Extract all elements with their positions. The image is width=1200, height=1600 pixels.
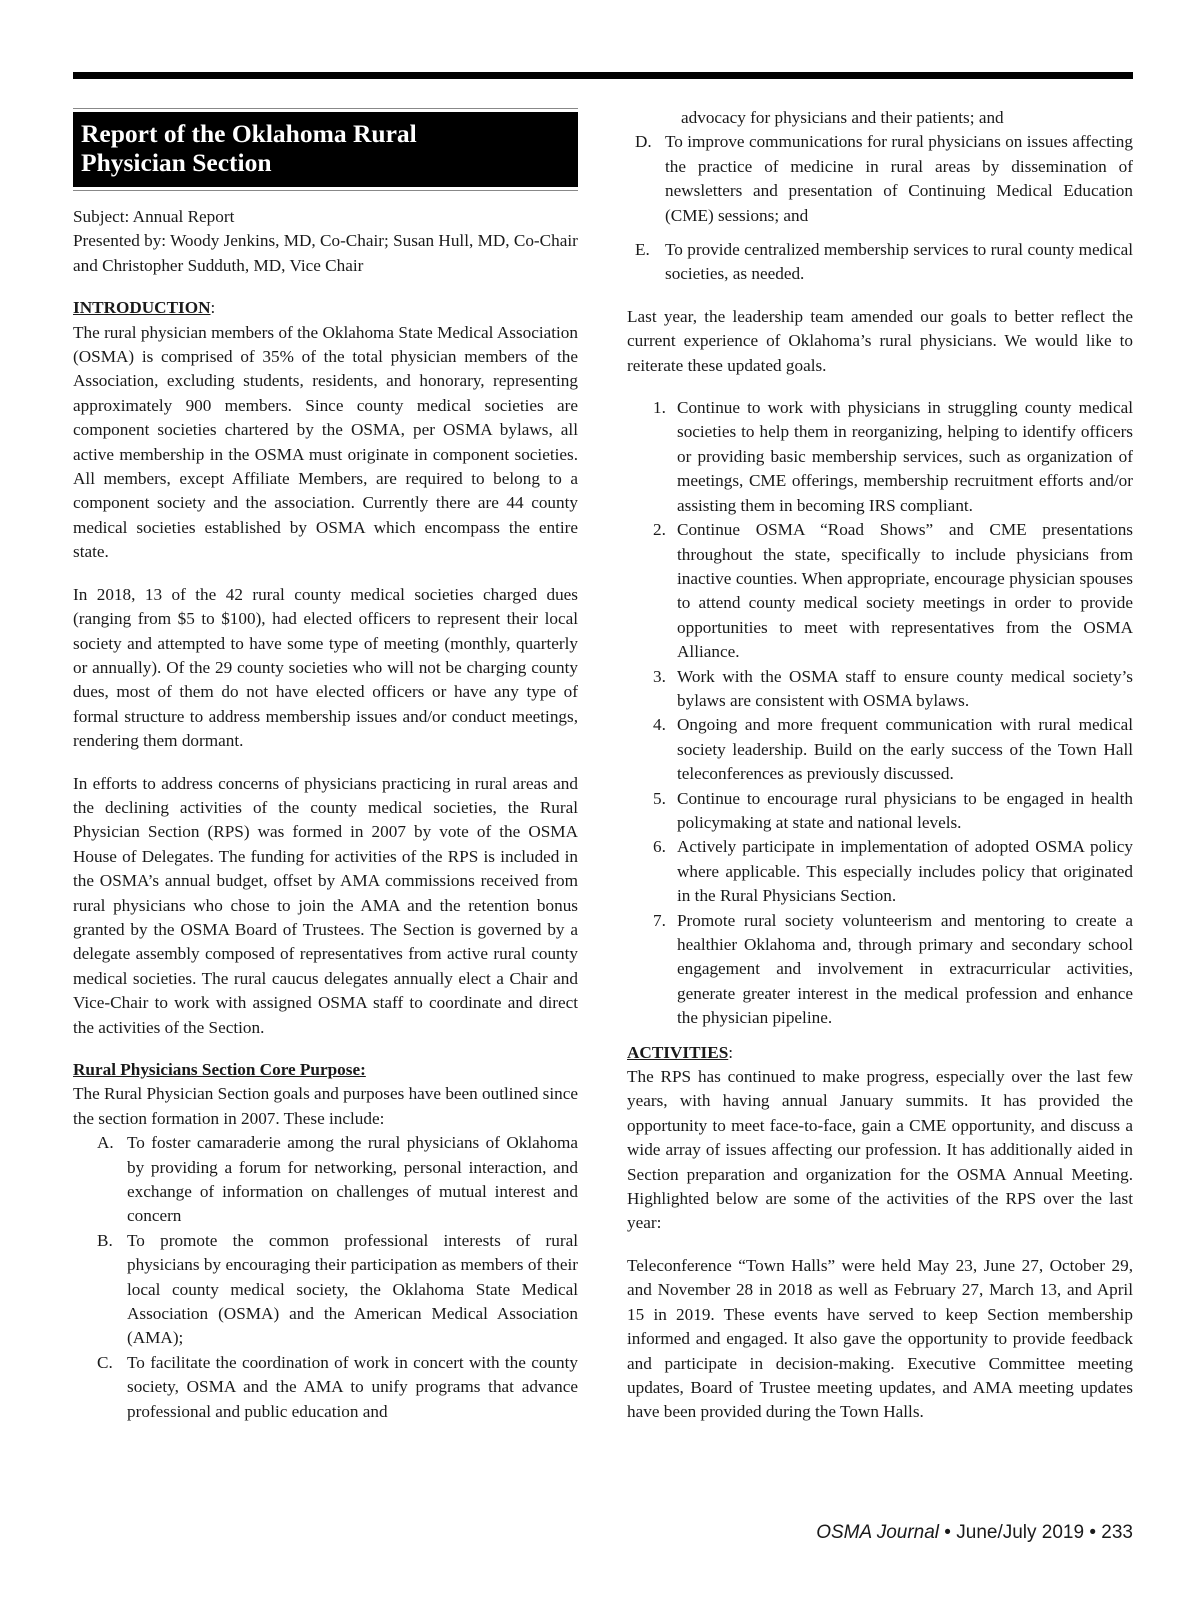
title-box [73, 108, 578, 191]
top-rule [73, 72, 1133, 79]
list-marker: 3. [653, 666, 666, 686]
list-item-text: Continue to encourage rural physicians to be engaged in health policymaking at state and national levels. [677, 788, 1133, 832]
list-item [627, 787, 1133, 836]
intro-paragraph-2: In 2018, 13 of the 42 rural county medical societies charged dues (ranging from $5 to $100), had elected officers to represent their local society and attempted to have some type of meeting (monthly, quarterly or annually). Of the 29 county societies who will not be charging county dues, most of them do not have elected officers or have any type of formal structure to address membership issues and/or conduct meetings, rendering them dormant. [73, 584, 578, 751]
core-purpose-list-continued [611, 130, 1133, 286]
list-item-text: To promote the common professional interests of rural physicians by encouraging their participation as members of their local county medical society, the Oklahoma State Medical Association (OSMA) and the American Medical Association (AMA); [127, 1230, 578, 1348]
list-item [73, 1131, 578, 1229]
intro-paragraph-1: The rural physician members of the Oklahoma State Medical Association (OSMA) is comprised of 35% of the total physician members of the Association, excluding students, residents, and honorary, representing approximately 900 members. Since county medical societies are component societies chartered by the OSMA, per OSMA bylaws, all active membership in the OSMA must originate in component societies. All members, except Affiliate Members, are required to belong to a component society and the association. Currently there are 44 county medical societies established by OSMA which encompass the entire state. [73, 322, 578, 562]
list-marker: D. [635, 132, 652, 152]
list-marker: 2. [653, 520, 666, 540]
list-item-text: To improve communications for rural physicians on issues affecting the practice of medicine in rural areas by dissemination of newsletters and presentation of Continuing Medical Education (CME) sessions; and [665, 132, 1133, 225]
title-line-2: Physician Section [81, 148, 272, 177]
page-number: 233 [1101, 1522, 1133, 1543]
list-item-text: To provide centralized membership services to rural county medical societies, as needed. [665, 240, 1133, 284]
journal-name: OSMA Journal [816, 1522, 940, 1543]
title-line-1: Report of the Oklahoma Rural [81, 119, 417, 148]
list-marker: A. [97, 1133, 114, 1153]
list-marker: 6. [653, 837, 666, 857]
list-marker: 7. [653, 910, 666, 930]
introduction-heading-line: INTRODUCTION: [73, 298, 216, 318]
goals-list [627, 396, 1133, 1031]
list-item [627, 665, 1133, 714]
list-marker: 1. [653, 398, 666, 418]
list-item [73, 1351, 578, 1424]
list-item-text: Promote rural society volunteerism and mentoring to create a healthier Oklahoma and, through primary and secondary school engagement and involvement in extracurricular activities, generate greater interest in the medical profession and enhance the physician pipeline. [677, 910, 1133, 1028]
item-c-continued: advocacy for physicians and their patients; and [681, 108, 1004, 127]
list-item [73, 1229, 578, 1351]
activities-heading: ACTIVITIES [627, 1042, 729, 1062]
list-item [627, 713, 1133, 786]
issue-date: June/July 2019 [956, 1522, 1085, 1543]
introduction-heading: INTRODUCTION [73, 298, 211, 318]
subject-line: Subject: Annual Report [73, 207, 235, 226]
intro-paragraph-3: In efforts to address concerns of physicians practicing in rural areas and the declining activities of the county medical societies, the Rural Physician Section (RPS) was formed in 2007 by vote of the OSMA House of Delegates. The funding for activities of the RPS is included in the OSMA’s annual budget, offset by AMA commissions received from rural physicians who chose to join the AMA and the retention bonus granted by the OSMA Board of Trustees. The Section is governed by a delegate assembly composed of representatives from active rural county medical societies. The rural caucus delegates annually elect a Chair and Vice-Chair to work with assigned OSMA staff to coordinate and direct the activities of the Section. [73, 773, 578, 1037]
list-item-text: Actively participate in implementation of adopted OSMA policy where applicable. This especially includes policy that originated in the Rural Physicians Section. [677, 837, 1133, 906]
right-column [627, 106, 1133, 1425]
activities-paragraph-2: Teleconference “Town Halls” were held May 23, June 27, October 29, and November 28 in 2018 as well as February 27, March 13, and April 15 in 2019. These events have served to keep Section membership informed and engaged. It also gave the opportunity to provide feedback and participate in decision-making. Executive Committee meeting updates, Board of Trustee meeting updates, and AMA meeting updates have been provided during the Town Halls. [627, 1255, 1133, 1422]
list-item [611, 238, 1133, 287]
page-footer: OSMA Journal • June/July 2019 • 233 [816, 1522, 1133, 1543]
list-item-text: Continue OSMA “Road Shows” and CME presentations throughout the state, specifically to include physicians from inactive counties. When appropriate, encourage physician spouses to attend county medical society meetings in order to provide opportunities to meet with representatives from the OSMA Alliance. [677, 520, 1133, 662]
presented-by: Presented by: Woody Jenkins, MD, Co-Chair; Susan Hull, MD, Co-Chair and Christopher Sudduth, MD, Vice Chair [73, 231, 578, 275]
goals-intro: Last year, the leadership team amended our goals to better reflect the current experience of Oklahoma’s rural physicians. We would like to reiterate these updated goals. [627, 306, 1133, 375]
core-purpose-intro: The Rural Physician Section goals and purposes have been outlined since the section formation in 2007. These include: [73, 1084, 579, 1128]
list-marker: B. [97, 1230, 113, 1250]
list-marker: E. [635, 240, 650, 260]
core-purpose-heading-line [73, 1058, 578, 1082]
report-title [73, 112, 578, 187]
list-marker: C. [97, 1352, 113, 1372]
list-item-text: To facilitate the coordination of work in concert with the county society, OSMA and the AMA to unify programs that advance professional and public education and [127, 1352, 578, 1421]
list-item [627, 835, 1133, 908]
left-column [73, 108, 578, 1424]
activities-heading-line: ACTIVITIES: [627, 1042, 734, 1062]
core-purpose-list [73, 1131, 578, 1424]
list-marker: 5. [653, 788, 666, 808]
list-item [627, 518, 1133, 664]
list-item-text: Continue to work with physicians in struggling county medical societies to help them in reorganizing, helping to identify officers or providing basic membership services, such as organization of meetings, CME offerings, membership recruitment efforts and/or assisting them in becoming IRS compliant. [677, 398, 1133, 515]
list-item [611, 130, 1133, 228]
list-item-text: Work with the OSMA staff to ensure county medical society’s bylaws are consistent with OSMA bylaws. [677, 666, 1133, 710]
list-item-text: Ongoing and more frequent communication with rural medical society leadership. Build on the early success of the Town Hall teleconferences as previously discussed. [677, 715, 1133, 784]
core-purpose-heading: Rural Physicians Section Core Purpose: [73, 1060, 366, 1079]
list-item-text: To foster camaraderie among the rural physicians of Oklahoma by providing a forum for networking, personal interaction, and exchange of information on challenges of mutual interest and concern [127, 1133, 578, 1226]
list-marker: 4. [653, 715, 666, 735]
list-item [627, 909, 1133, 1031]
activities-paragraph-1: The RPS has continued to make progress, especially over the last few years, with having annual January summits. It has provided the opportunity to meet face-to-face, gain a CME opportunity, and discuss a wide array of issues affecting our profession. It has additionally aided in Section preparation and organization for the OSMA Annual Meeting. Highlighted below are some of the activities of the RPS over the last year: [627, 1067, 1133, 1233]
list-item [627, 396, 1133, 518]
